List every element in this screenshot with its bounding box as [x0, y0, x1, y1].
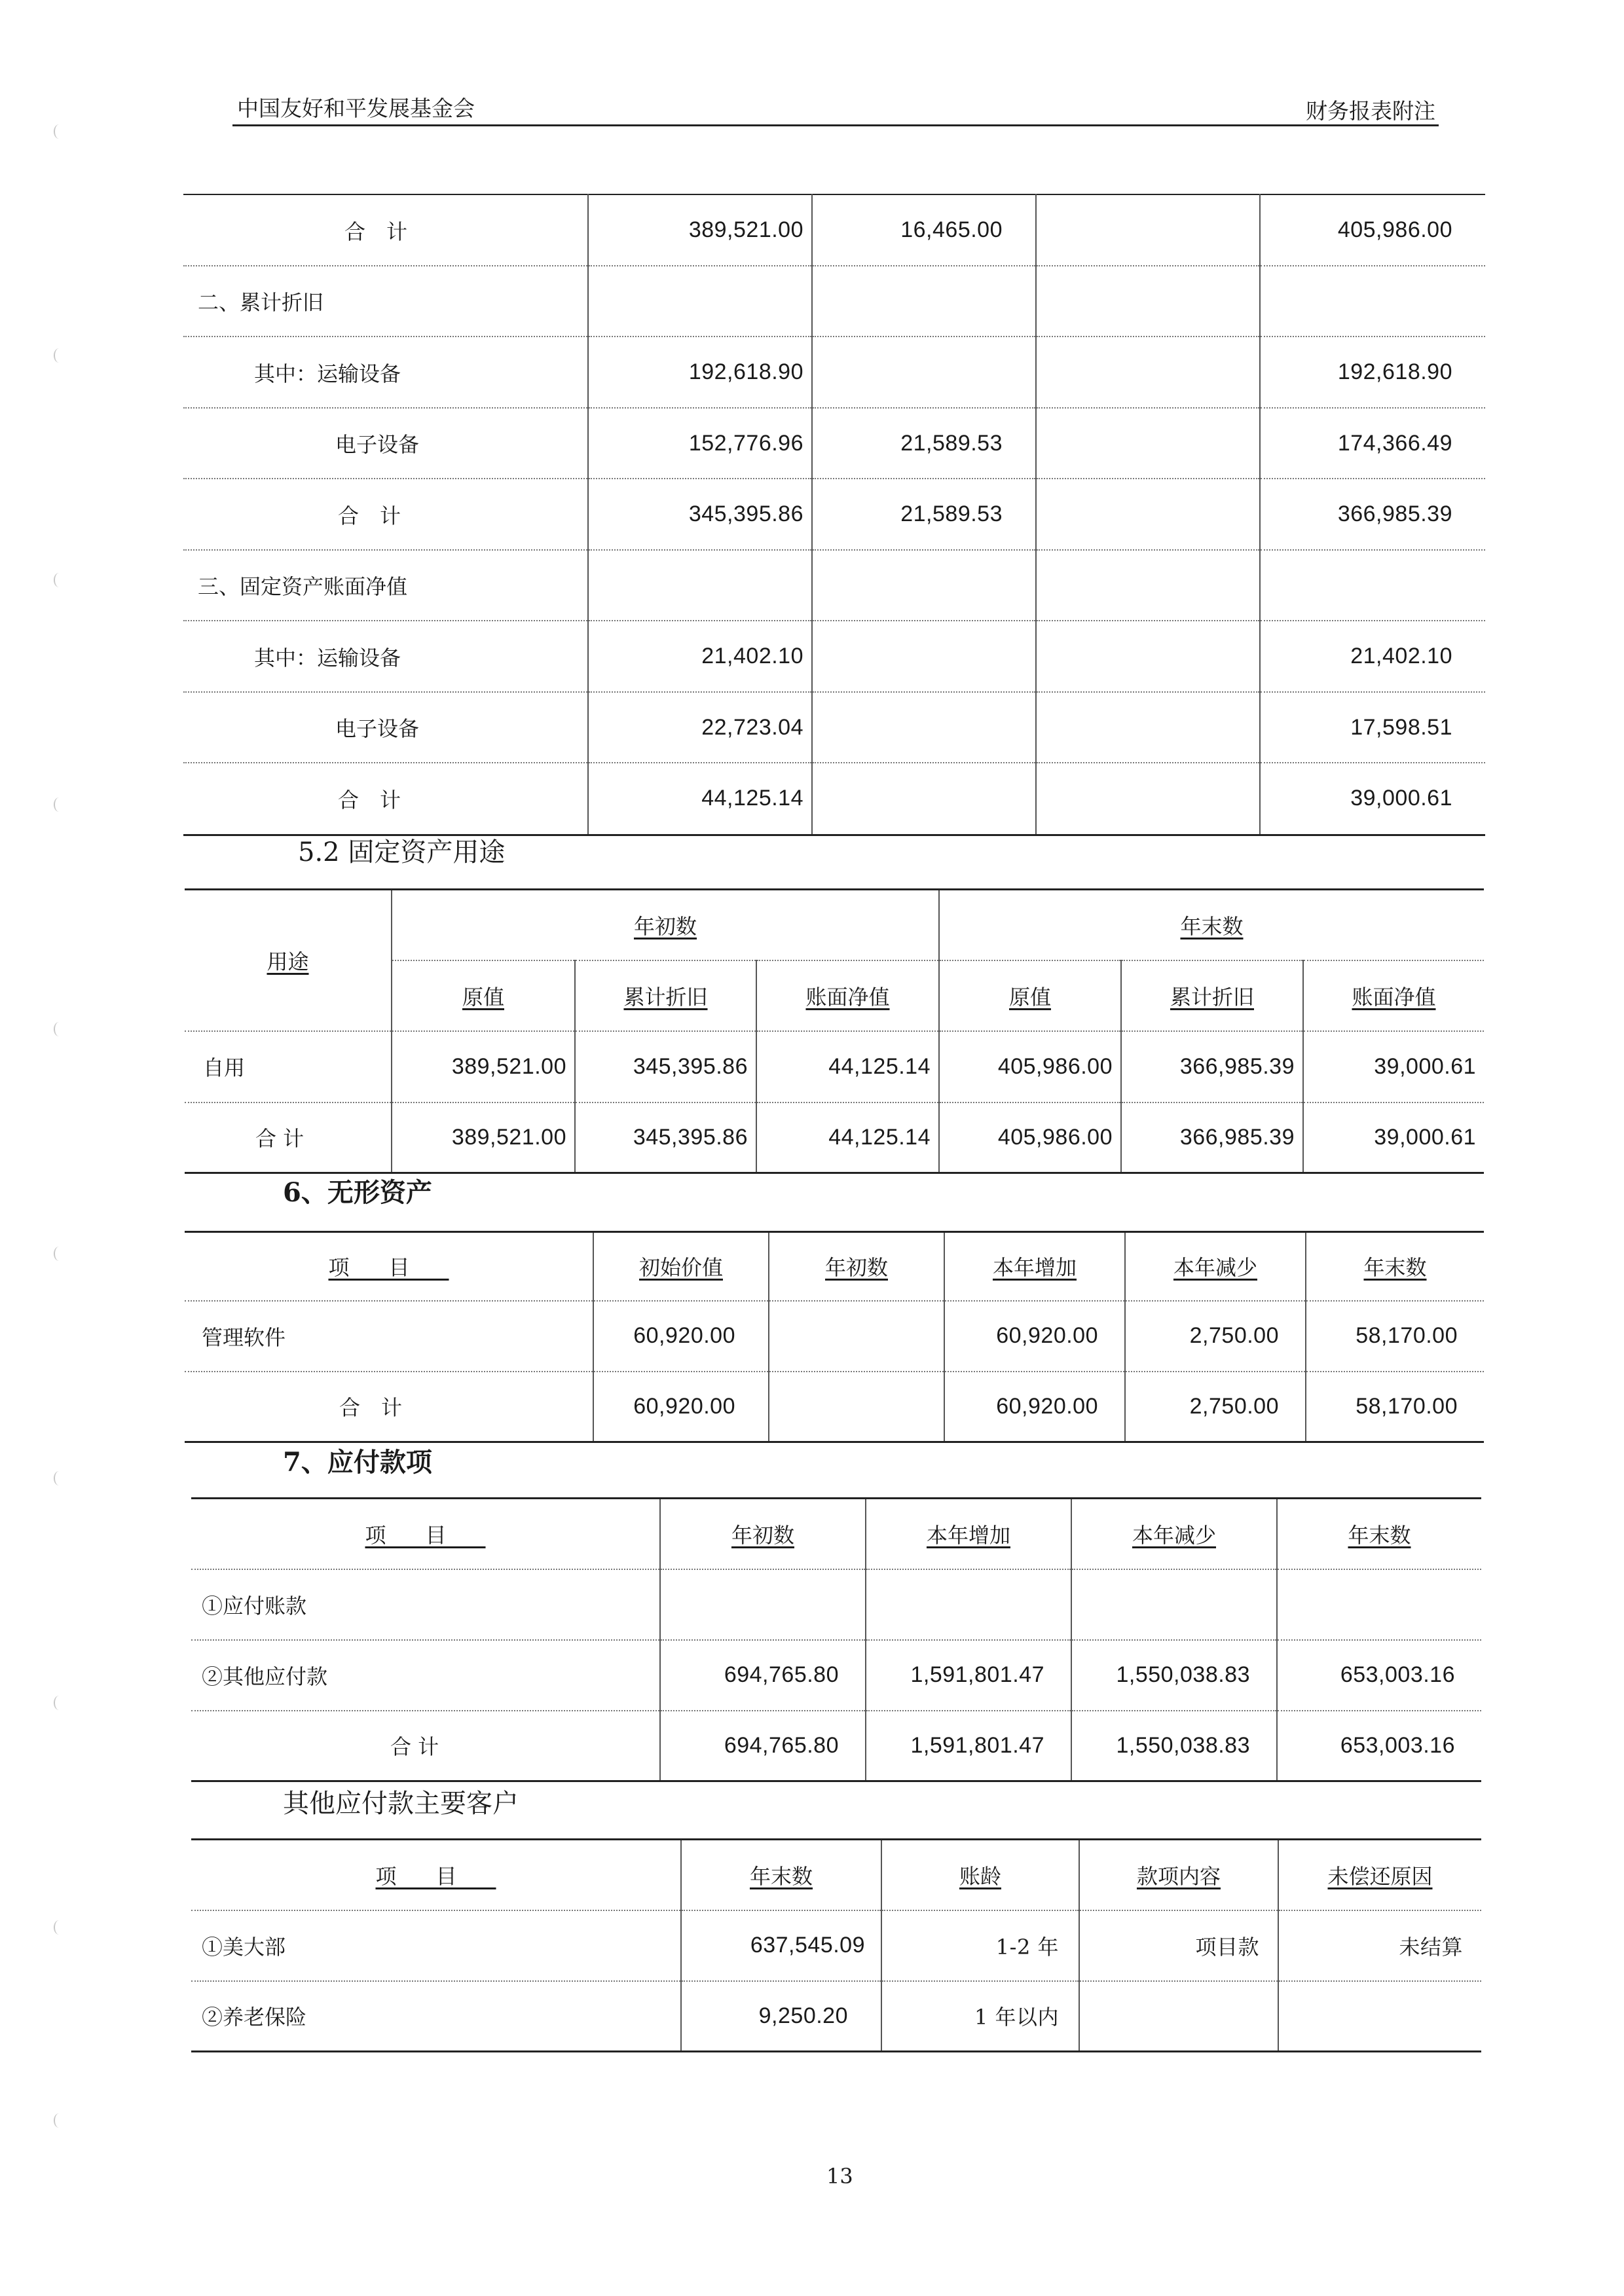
column-header: 项目: [365, 1522, 486, 1548]
cell-value: 39,000.61: [1260, 763, 1485, 835]
cell-value: 39,000.61: [1303, 1031, 1484, 1102]
cell-value: [812, 337, 1036, 408]
section-title-intangible-assets: 6、无形资产: [283, 1177, 432, 1208]
cell-value: 44,125.14: [756, 1031, 939, 1102]
cell-value: 2,750.00: [1125, 1372, 1306, 1442]
row-label: 其中：运输设备: [254, 645, 401, 670]
cell-value: 389,521.00: [392, 1031, 575, 1102]
cell-value: 637,545.09: [681, 1910, 881, 1981]
table-row: [183, 337, 1485, 408]
cell-value: 60,920.00: [944, 1372, 1125, 1442]
cell-value: 2,750.00: [1125, 1301, 1306, 1372]
table-row: [185, 1301, 1484, 1372]
cell-value: 174,366.49: [1260, 408, 1485, 479]
table-header-row: [191, 1840, 1481, 1910]
column-header: 年末数: [681, 1840, 881, 1910]
table-row: [183, 266, 1485, 337]
cell-value: 60,920.00: [593, 1301, 769, 1372]
table-row: [183, 763, 1485, 835]
cell-value: 152,776.96: [588, 408, 812, 479]
cell-value: 60,920.00: [593, 1372, 769, 1442]
column-header: 年末数: [1277, 1499, 1481, 1569]
column-header: 原值: [392, 960, 575, 1031]
section-title-fixed-asset-usage: 5.2 固定资产用途: [298, 837, 506, 867]
row-label: 合 计: [339, 1395, 403, 1421]
cell-value: 1,591,801.47: [866, 1640, 1071, 1711]
cell-value: 366,985.39: [1121, 1102, 1303, 1173]
cell-value: 39,000.61: [1303, 1102, 1484, 1173]
cell-value: [1260, 266, 1485, 337]
punch-hole-mark: [54, 1696, 64, 1710]
punch-hole-mark: [54, 124, 64, 139]
cell-value: 17,598.51: [1260, 692, 1485, 763]
table-row: [183, 479, 1485, 550]
cell-value: 21,402.10: [588, 621, 812, 692]
cell-value: [1036, 692, 1260, 763]
punch-hole-mark: [54, 1022, 64, 1036]
column-header: 累计折旧: [575, 960, 756, 1031]
column-header: 年初数: [660, 1499, 866, 1569]
cell-value: [1036, 550, 1260, 621]
cell-value: 405,986.00: [939, 1031, 1121, 1102]
cell-value: [1036, 194, 1260, 266]
cell-value: 345,395.86: [588, 479, 812, 550]
column-header: 本年减少: [1125, 1232, 1306, 1301]
fixed-asset-usage-table: [185, 888, 1484, 1174]
table-row: [185, 1372, 1484, 1442]
cell-value: [866, 1569, 1071, 1640]
punch-hole-mark: [54, 573, 64, 587]
cell-value: 192,618.90: [588, 337, 812, 408]
cell-value: [1277, 1569, 1481, 1640]
cell-value: [1036, 408, 1260, 479]
cell-value: 21,589.53: [812, 408, 1036, 479]
table-row: [183, 194, 1485, 266]
cell-value: [660, 1569, 866, 1640]
cell-value: [812, 266, 1036, 337]
table-row: [185, 1102, 1484, 1173]
group-header-beginning: 年初数: [392, 890, 939, 960]
punch-hole-mark: [54, 1471, 64, 1485]
table-header-row: [191, 1499, 1481, 1569]
cell-value: 389,521.00: [392, 1102, 575, 1173]
row-label: ②其他应付款: [202, 1664, 328, 1689]
cell-value: [1036, 266, 1260, 337]
cell-value: 21,589.53: [812, 479, 1036, 550]
cell-value: 694,765.80: [660, 1711, 866, 1781]
cell-value: 1,550,038.83: [1071, 1640, 1277, 1711]
row-label: 合 计: [338, 787, 401, 812]
punch-hole-mark: [54, 1247, 64, 1261]
column-header: 账龄: [881, 1840, 1079, 1910]
cell-value: [1260, 550, 1485, 621]
cell-value: 1,550,038.83: [1071, 1711, 1277, 1781]
column-header: 本年减少: [1071, 1499, 1277, 1569]
cell-value: [1278, 1981, 1481, 2052]
page-number: 13: [826, 2164, 853, 2189]
column-header: 累计折旧: [1121, 960, 1303, 1031]
cell-value: 694,765.80: [660, 1640, 866, 1711]
section-title-payables: 7、应付款项: [283, 1447, 432, 1478]
punch-hole-mark: [54, 1920, 64, 1935]
cell-value: 60,920.00: [944, 1301, 1125, 1372]
cell-value: 58,170.00: [1306, 1301, 1484, 1372]
cell-value: 345,395.86: [575, 1102, 756, 1173]
cell-value: [1036, 337, 1260, 408]
column-header: 初始价值: [593, 1232, 769, 1301]
table-header-row: [185, 1232, 1484, 1301]
cell-value: [1036, 621, 1260, 692]
column-header: 本年增加: [866, 1499, 1071, 1569]
column-header-usage: 用途: [185, 890, 392, 1031]
cell-value: 22,723.04: [588, 692, 812, 763]
cell-value: [588, 266, 812, 337]
row-label: 电子设备: [335, 716, 420, 741]
row-label: 三、固定资产账面净值: [198, 574, 408, 599]
table-row: [191, 1569, 1481, 1640]
row-label: 电子设备: [335, 432, 420, 457]
column-header: 年末数: [1306, 1232, 1484, 1301]
intangible-assets-table: [185, 1231, 1484, 1443]
cell-value: 1 年以内: [881, 1981, 1079, 2052]
cell-value: 44,125.14: [588, 763, 812, 835]
column-header: 项目: [328, 1255, 449, 1281]
column-header: 账面净值: [1303, 960, 1484, 1031]
table-row: [191, 1640, 1481, 1711]
column-header: 账面净值: [756, 960, 939, 1031]
cell-value: [812, 550, 1036, 621]
punch-hole-mark: [54, 348, 64, 363]
cell-value: [1036, 479, 1260, 550]
table-row: [183, 692, 1485, 763]
cell-value: 405,986.00: [1260, 194, 1485, 266]
cell-value: 653,003.16: [1277, 1711, 1481, 1781]
row-label: 合 计: [344, 219, 408, 244]
fixed-asset-table: [183, 194, 1485, 836]
group-header-end: 年末数: [939, 890, 1484, 960]
table-row: [185, 1031, 1484, 1102]
cell-value: 未结算: [1278, 1910, 1481, 1981]
cell-value: [812, 621, 1036, 692]
table-row: [191, 1711, 1481, 1781]
row-label: ②养老保险: [202, 2005, 307, 2030]
cell-value: 389,521.00: [588, 194, 812, 266]
row-label: 其中：运输设备: [254, 361, 401, 386]
row-label: 合 计: [255, 1126, 304, 1152]
cell-value: [812, 692, 1036, 763]
cell-value: [769, 1301, 944, 1372]
column-header: 原值: [939, 960, 1121, 1031]
cell-value: [812, 763, 1036, 835]
row-label: ①应付账款: [202, 1593, 307, 1618]
row-label: 管理软件: [202, 1324, 286, 1350]
row-label: 自用: [203, 1055, 246, 1080]
column-header: 项目: [375, 1863, 496, 1889]
cell-value: 44,125.14: [756, 1102, 939, 1173]
cell-value: 21,402.10: [1260, 621, 1485, 692]
cell-value: [1079, 1981, 1278, 2052]
cell-value: [1071, 1569, 1277, 1640]
header-rule: [232, 124, 1439, 126]
cell-value: 9,250.20: [681, 1981, 881, 2052]
punch-hole-mark: [54, 2113, 64, 2128]
column-header: 本年增加: [944, 1232, 1125, 1301]
column-header: 未偿还原因: [1278, 1840, 1481, 1910]
column-header: 年初数: [769, 1232, 944, 1301]
cell-value: 1,591,801.47: [866, 1711, 1071, 1781]
payables-table: [191, 1497, 1481, 1782]
other-payables-customers-table: [191, 1838, 1481, 2052]
row-label: ①美大部: [202, 1934, 286, 1959]
table-row: [183, 550, 1485, 621]
table-row: [191, 1910, 1481, 1981]
table-row: [183, 621, 1485, 692]
cell-value: 405,986.00: [939, 1102, 1121, 1173]
cell-value: 366,985.39: [1260, 479, 1485, 550]
row-label: 二、累计折旧: [198, 290, 324, 315]
cell-value: 653,003.16: [1277, 1640, 1481, 1711]
cell-value: [769, 1372, 944, 1442]
cell-value: 16,465.00: [812, 194, 1036, 266]
header-doc-title: 财务报表附注: [1306, 98, 1435, 124]
cell-value: 项目款: [1079, 1910, 1278, 1981]
table-row: [191, 1981, 1481, 2052]
cell-value: [588, 550, 812, 621]
cell-value: 192,618.90: [1260, 337, 1485, 408]
cell-value: 1-2 年: [881, 1910, 1079, 1981]
cell-value: 345,395.86: [575, 1031, 756, 1102]
section-title-other-payables-customers: 其他应付款主要客户: [283, 1789, 519, 1819]
cell-value: 58,170.00: [1306, 1372, 1484, 1442]
table-row: [183, 408, 1485, 479]
header-org: 中国友好和平发展基金会: [237, 96, 475, 121]
row-label: 合 计: [390, 1734, 439, 1760]
cell-value: [1036, 763, 1260, 835]
cell-value: 366,985.39: [1121, 1031, 1303, 1102]
punch-hole-mark: [54, 797, 64, 812]
column-header: 款项内容: [1079, 1840, 1278, 1910]
row-label: 合 计: [338, 503, 401, 528]
